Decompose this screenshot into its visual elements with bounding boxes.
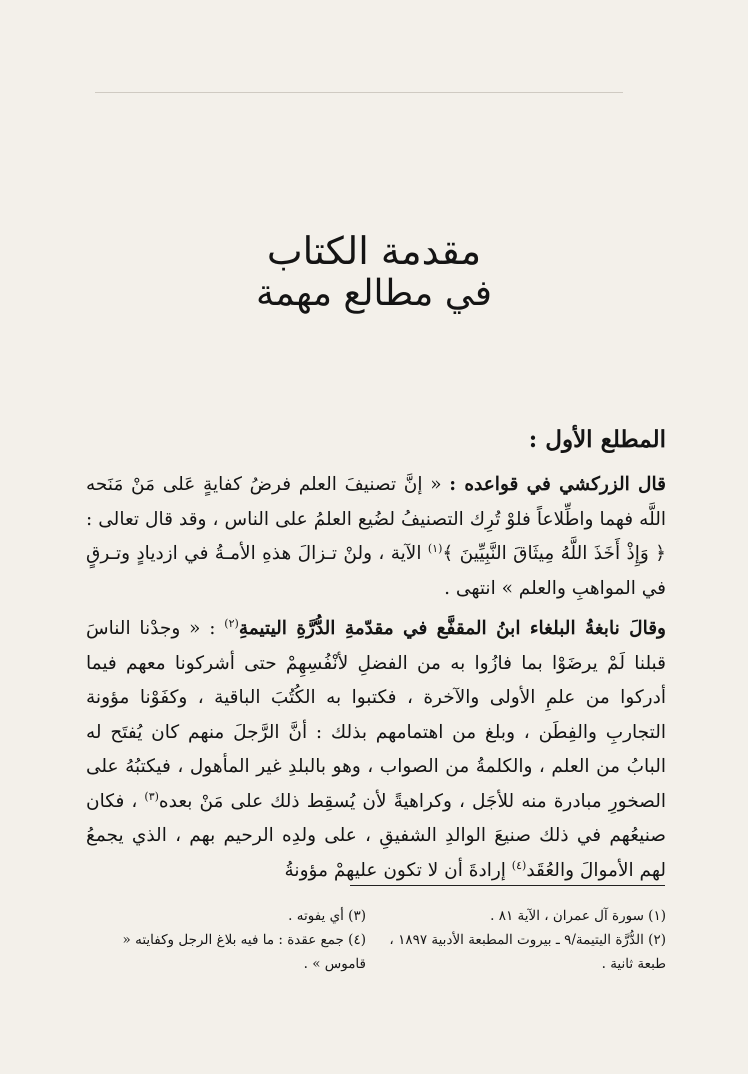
footnote-ref[interactable]: (٣) (144, 789, 159, 803)
header-rule (95, 92, 623, 93)
footnote-row (86, 928, 666, 976)
chapter-title-sub: في مطالع مهمة (255, 273, 492, 314)
footnote-1: (١) سورة آل عمران ، الآية ٨١ . (490, 908, 666, 924)
section-heading: المطلع الأول : (528, 426, 666, 453)
body-text (86, 422, 666, 888)
footnote-ref[interactable]: (٢) (224, 616, 239, 630)
chapter-title (0, 228, 748, 316)
paragraph-ibn-muqaffa (86, 612, 666, 888)
paragraph-lead: قال الزركشي في قواعده : (449, 474, 666, 495)
footnote-ref[interactable]: (٤) (511, 858, 527, 872)
paragraph-text: : « وجدْنا الناسَ قبلنا لَمْ يرضَوْا بما فازُوا به من الفضلِ لأنْفُسِهِمْ حتى أشركونا معهم فيما أدركوا من علمِ الأولى والآخرة ، فكتبوا به الكُتُبَ الباقية ، وكفَوْنا مؤونة التجاربِ والفِطَن ، وبلغ من اهتمامهم بذلك : أنَّ الرَّجلَ منهم كان يُفتَح له البابُ من العلم ، والكلمةُ من الصواب ، وهو بالبلدِ غير المأهول ، فيكتبُهُ على الصخورِ مبادرة منه للأجَل ، وكراهيةً لأن يُسقِط ذلك على مَنْ بعده (86, 618, 667, 812)
footnotes (86, 904, 666, 976)
chapter-title-main: مقدمة الكتاب (266, 229, 482, 273)
footnote-divider (350, 885, 665, 886)
paragraph-zarkashi (86, 468, 666, 606)
footnote-row (86, 904, 666, 928)
footnote-4: (٤) جمع عقدة : ما فيه بلاغ الرجل وكفايته « قاموس » . (122, 932, 366, 972)
paragraph-text: ، فكان صنيعُهم في ذلك صنيعَ الوالدِ الشفيقِ ، على ولدِه الرحيم بهم ، الذي يجمعُ لهم الأموالَ والعُقَد (86, 790, 666, 881)
paragraph-text: الآية ، ولنْ تـزالَ هذهِ الأمـةُ في ازديادٍ وتـرقٍ في المواهبِ والعلم » انتهى . (86, 543, 666, 599)
footnote-ref[interactable]: (١) (427, 541, 443, 555)
footnote-2: (٢) الدُّرَّة اليتيمة/٩ ـ بيروت المطبعة الأدبية ١٨٩٧ ، طبعة ثانية . (389, 932, 666, 972)
footnote-3: (٣) أي يفوته . (288, 908, 366, 924)
paragraph-text: إرادةَ أن لا تكون عليهمْ مؤونةُ (284, 859, 512, 881)
paragraph-text: « إنَّ تصنيفَ العلم فرضُ كفايةٍ عَلى مَنْ مَنَحه اللَّه فهما واطِّلاعاً فلوْ تُرِك التصنيفُ لضُيع العلمُ على الناس ، وقد قال تعالى : ﴿ وَإِذْ أَخَذَ اللَّهُ مِيثَاقَ النَّبِيِّينَ ﴾ (86, 474, 666, 564)
paragraph-lead: وقالَ نابغةُ البلغاء ابنُ المقفَّع في مقدّمةِ الدُّرَّةِ اليتيمةِ (238, 618, 666, 639)
